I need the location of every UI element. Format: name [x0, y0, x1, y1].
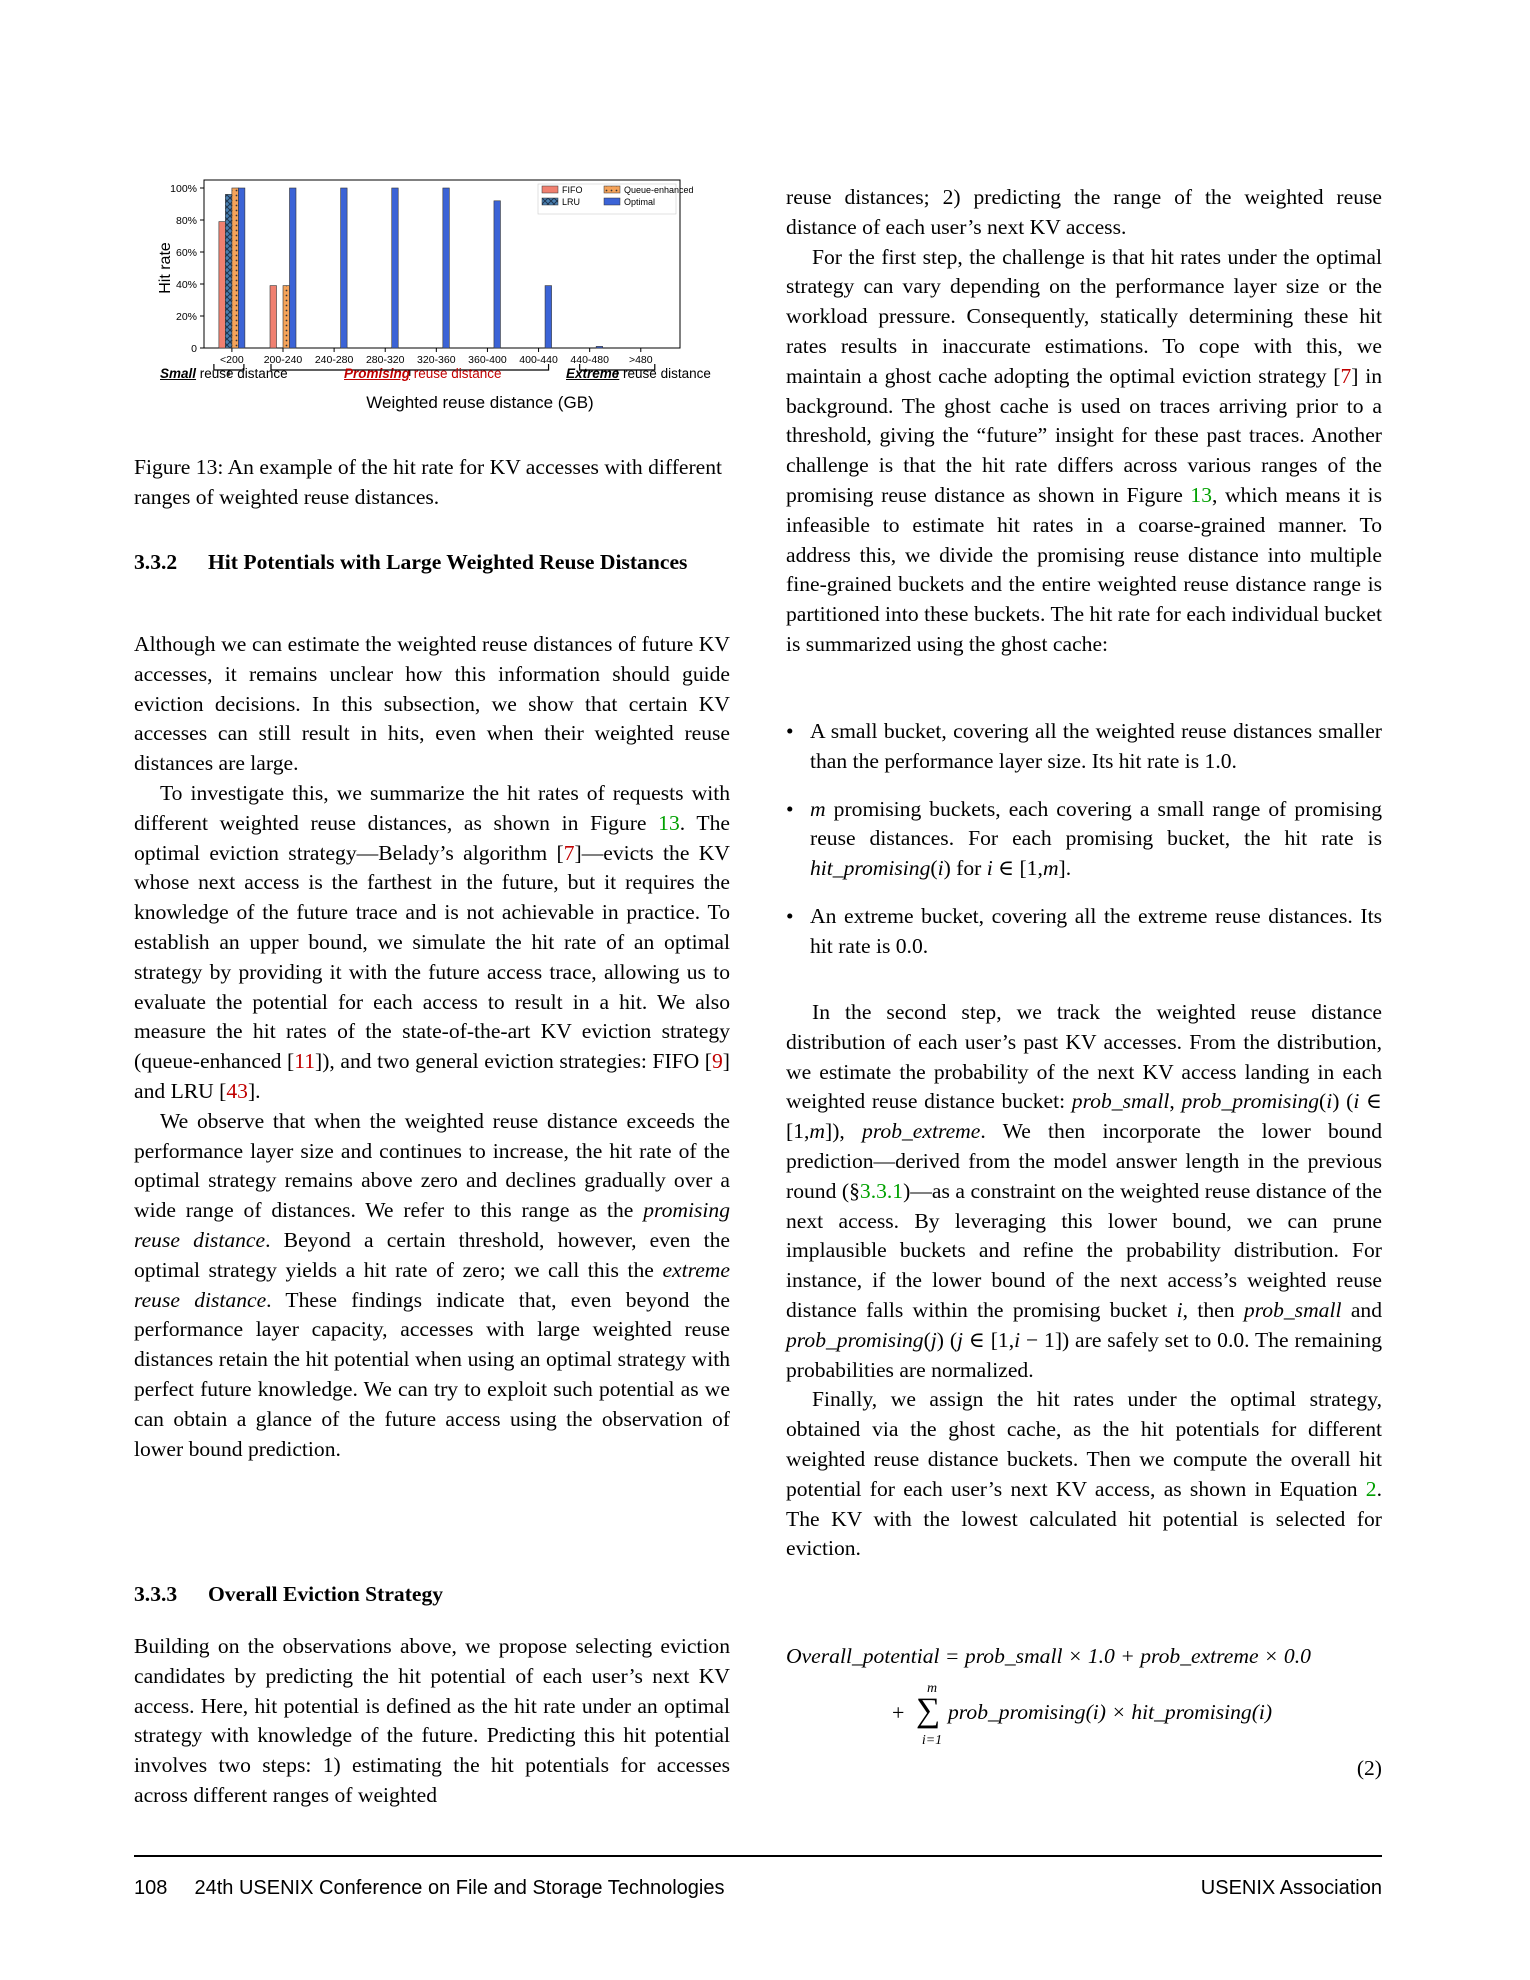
equation-line-2: + m ∑ i=1 prob_promising(i) × hit_promising(i) [892, 1681, 1273, 1748]
para-r-3: In the second step, we track the weighted reuse distance distribution of each user’s past KV accesses. From the distribution, we estimate the probability of the next KV access landing in each weighted reuse distance bucket: prob_small, prob_promising(i) (i ∈ [1,m]), prob_extreme. We then incorporate the lower bound prediction—derived from the model answer length in the previous round (§3.3.1)—as a constraint on the weighted reuse distance of the next access. By leveraging this lower bound, we can prune implausible buckets and refine the probability distribution. For instance, if the lower bound of the next access’s weighted reuse distance falls within the promising bucket i, then prob_small and prob_promising(j) (j ∈ [1,i − 1]) are safely set to 0.0. The remaining probabilities are normalized. [786, 1000, 1383, 1382]
bar-optimal [443, 188, 450, 348]
x-tick-label: <200 [220, 354, 244, 366]
extreme-reuse-label: Extreme reuse distance [566, 366, 711, 381]
hit-rate-chart [134, 168, 730, 468]
bar-optimal [392, 188, 399, 348]
section-3-3-3-heading: 3.3.3 Overall Eviction Strategy [134, 1582, 444, 1606]
y-tick-label: 60% [175, 247, 197, 259]
promising-reuse-label: Promising reuse distance [344, 366, 502, 381]
legend-label-fifo: FIFO [562, 185, 583, 195]
bar-optimal [238, 188, 245, 348]
legend-swatch-fifo [542, 186, 558, 193]
bar-lru [225, 194, 232, 348]
legend-label-optimal: Optimal [624, 197, 656, 207]
bar-optimal [596, 346, 603, 348]
footer-left [134, 1876, 724, 1900]
x-tick-label: 400-440 [519, 354, 558, 366]
list-item: • m promising buckets, each covering a small range of promising reuse distances. For each promising bucket, the hit rate is hit_promising(i) for i ∈ [1,m]. [786, 795, 1382, 884]
legend-swatch-lru [542, 198, 558, 205]
list-item: • A small bucket, covering all the weighted reuse distances smaller than the performance layer size. Its hit rate is 1.0. [786, 717, 1382, 777]
small-reuse-label: Small reuse distance [160, 366, 288, 381]
section-3-3-1-ref[interactable]: 3.3.1 [859, 1178, 904, 1203]
section-3-3-2-heading: 3.3.2 Hit Potentials with Large Weighted Reuse Distances [134, 550, 688, 574]
bar-optimal [341, 188, 348, 348]
figure-13-ref[interactable]: 13 [1190, 482, 1212, 507]
ref-7-link[interactable]: 7 [1340, 363, 1352, 388]
figure-caption: Figure 13: An example of the hit rate for KV accesses with different ranges of weighted reuse distances. [134, 455, 723, 509]
bar-fifo [270, 286, 277, 348]
x-tick-label: 360-400 [468, 354, 507, 366]
figure-13-ref[interactable]: 13 [658, 810, 680, 835]
bucket-list [786, 717, 1382, 962]
legend-label-lru: LRU [562, 197, 581, 207]
footer-rule [134, 1855, 1382, 1857]
y-axis-label: Hit rate [157, 242, 174, 294]
x-tick-label: >480 [628, 354, 653, 366]
ref-11-link[interactable]: 11 [294, 1049, 316, 1074]
ref-9-link[interactable]: 9 [712, 1049, 723, 1074]
x-tick-label: 200-240 [263, 354, 303, 366]
legend-swatch-optimal [604, 198, 620, 205]
equation-line-1: Overall_potential = prob_small × 1.0 + prob_extreme × 0.0 [786, 1644, 1311, 1668]
bar-queue-enhanced [283, 286, 290, 348]
ref-43-link[interactable]: 43 [226, 1078, 248, 1103]
bar-fifo [219, 222, 226, 348]
para-3-3-3-1: Building on the observations above, we propose selecting eviction candidates by predicting the hit potential of each user’s next KV access. Here, hit potential is defined as the hit rate under an optimal strategy with knowledge of the future. Predicting this hit potential involves two steps: 1) estimating the hit potentials for accesses across different ranges of weighted [134, 1634, 730, 1807]
bar-optimal [290, 188, 297, 348]
para-3-3-2-2: To investigate this, we summarize the hit rates of requests with different weighted reuse distances, as shown in Figure 13. The optimal eviction strategy—Belady’s algorithm [7]—evicts the KV whose next access is the farthest in the future, but it requires the knowledge of the future trace and is not achievable in practice. To establish an upper bound, we simulate the hit rate of an optimal strategy by providing it with the future access trace, allowing us to evaluate the potential for each access to result in a hit. We also measure the hit rates of the state-of-the-art KV eviction strategy (queue-enhanced [11]), and two general eviction strategies: FIFO [9] and LRU [43]. [134, 780, 730, 1103]
y-tick-label: 100% [170, 183, 197, 195]
bar-queue-enhanced [232, 188, 239, 348]
x-tick-label: 320-360 [417, 354, 456, 366]
conference-name: 24th USENIX Conference on File and Storage Technologies [194, 1877, 725, 1899]
legend-swatch-queue-enhanced [604, 186, 620, 193]
bar-optimal [545, 286, 552, 348]
x-tick-label: 440-480 [570, 354, 609, 366]
y-tick-label: 20% [175, 311, 197, 323]
ref-7-link[interactable]: 7 [563, 840, 575, 865]
y-tick-label: 0 [191, 343, 197, 355]
equation-2-ref[interactable]: 2 [1365, 1476, 1377, 1501]
legend-label-queue-enhanced: Queue-enhanced [624, 185, 694, 195]
figure-xlabel: Weighted reuse distance (GB) [366, 393, 594, 412]
x-tick-label: 280-320 [365, 354, 405, 366]
list-item: • An extreme bucket, covering all the extreme reuse distances. Its hit rate is 0.0. [786, 902, 1382, 962]
para-r-4: Finally, we assign the hit rates under the optimal strategy, obtained via the ghost cache, as the hit potentials for different weighted reuse distance buckets. Then we compute the overall hit potential for each user’s next KV access, as shown in Equation 2. The KV with the lowest calculated hit potential is selected for eviction. [786, 1387, 1382, 1561]
x-tick-label: 240-280 [314, 354, 354, 366]
para-r-2: For the first step, the challenge is that hit rates under the optimal strategy can vary depending on the performance layer size or the workload pressure. Consequently, statically determining these hit rates results in inaccurate estimations. To cope with this, we maintain a ghost cache adopting the optimal eviction strategy [7] in background. The ghost cache is used on traces arriving prior to a threshold, giving the “future” insight for these past traces. Another challenge is that the hit rate differs across various ranges of the promising reuse distance as shown in Figure 13, which means it is infeasible to estimate hit rates in a coarse-grained manner. To address this, we divide the promising reuse distance into multiple fine-grained buckets and the entire weighted reuse distance range is partitioned into these buckets. The hit rate for each individual bucket is summarized using the ghost cache: [786, 244, 1382, 656]
y-tick-label: 40% [175, 279, 197, 291]
equation-number: (2) [1356, 1756, 1382, 1780]
bar-optimal [494, 201, 501, 348]
para-3-3-2-3: We observe that when the weighted reuse distance exceeds the performance layer size and continues to increase, the hit rate of the optimal strategy remains above zero and declines gradually over a wide range of distances. We refer to this range as the promising reuse distance. Beyond a certain threshold, however, even the optimal strategy yields a hit rate of zero; we call this the extreme reuse distance. These findings indicate that, even beyond the performance layer capacity, accesses with large weighted reuse distances retain the hit potential when using an optimal strategy with perfect future knowledge. We can try to exploit such potential as we can obtain a glance of the future access using the observation of lower bound prediction. [134, 1108, 730, 1461]
page-number: 108 [134, 1877, 168, 1899]
para-3-3-2-1: Although we can estimate the weighted reuse distances of future KV accesses, it remains unclear how this information should guide eviction decisions. In this subsection, we show that certain KV accesses can still result in hits, even when their weighted reuse distances are large. [134, 632, 730, 776]
y-tick-label: 80% [175, 215, 197, 227]
para-r-1: reuse distances; 2) predicting the range of the weighted reuse distance of each user’s next KV access. [786, 185, 1382, 239]
footer-right: USENIX Association [1200, 1877, 1382, 1899]
